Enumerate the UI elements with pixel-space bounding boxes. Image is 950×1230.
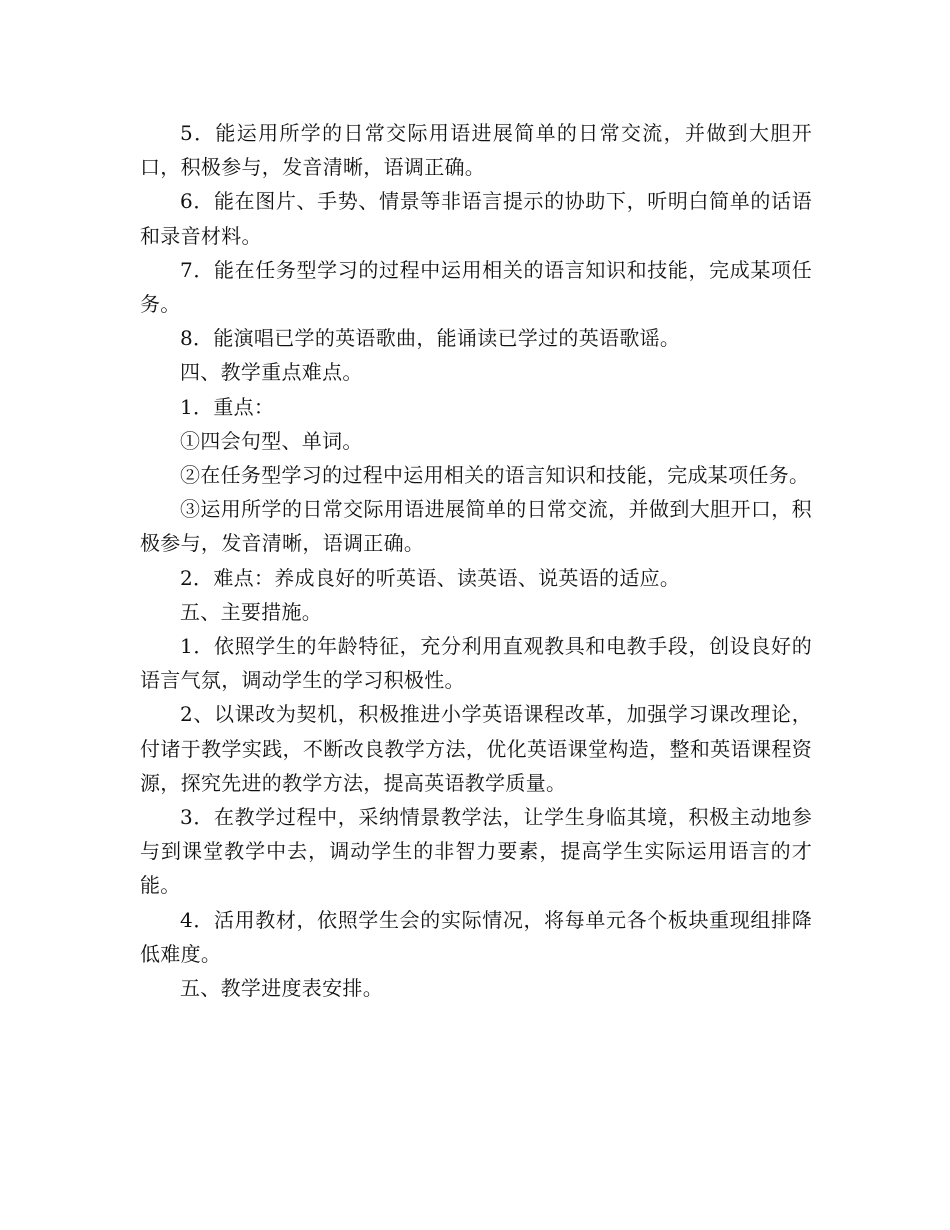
section-heading-schedule: 五、教学进度表安排。	[180, 976, 383, 1001]
section-heading-measures: 五、主要措施。	[180, 599, 323, 624]
section-heading-key-points: 四、教学重点难点。	[180, 360, 363, 385]
key-point-3-paragraph: ③运用所学的日常交际用语进展简单的日常交流，并做到大胆开口，积极参与，发音清晰，语调正确。	[140, 497, 812, 556]
difficulty-paragraph: 2．难点：养成良好的听英语、读英语、说英语的适应。	[180, 565, 681, 590]
objective-6-paragraph: 6．能在图片、手势、情景等非语言提示的协助下，听明白简单的话语和录音材料。	[140, 189, 812, 248]
key-points-label: 1．重点：	[180, 394, 275, 419]
document-page	[140, 116, 812, 1005]
measure-3-paragraph: 3．在教学过程中，采纳情景教学法，让学生身临其境，积极主动地参与到课堂教学中去，调动学生的非智力要素，提高学生实际运用语言的才能。	[140, 805, 812, 898]
objective-5-paragraph: 5．能运用所学的日常交际用语进展简单的日常交流，并做到大胆开口，积极参与，发音清晰，语调正确。	[140, 121, 812, 180]
objective-7-paragraph: 7．能在任务型学习的过程中运用相关的语言知识和技能，完成某项任务。	[140, 257, 812, 317]
measure-4-paragraph: 4．活用教材，依照学生会的实际情况，将每单元各个板块重现组排降低难度。	[140, 907, 812, 966]
measure-2-paragraph: 2、以课改为契机，积极推进小学英语课程改革，加强学习课改理论，付诸于教学实践，不断改良教学方法，优化英语课堂构造，整和英语课程资源，探究先进的教学方法，提高英语教学质量。	[140, 702, 812, 795]
key-point-2-paragraph: ②在任务型学习的过程中运用相关的语言知识和技能，完成某项任务。	[180, 463, 810, 488]
objective-8-paragraph: 8．能演唱已学的英语歌曲，能诵读已学过的英语歌谣。	[180, 326, 681, 351]
key-point-1-paragraph: ①四会句型、单词。	[180, 428, 363, 453]
measure-1-paragraph: 1．依照学生的年龄特征，充分利用直观教具和电教手段，创设良好的语言气氛，调动学生的学习积极性。	[140, 634, 812, 693]
